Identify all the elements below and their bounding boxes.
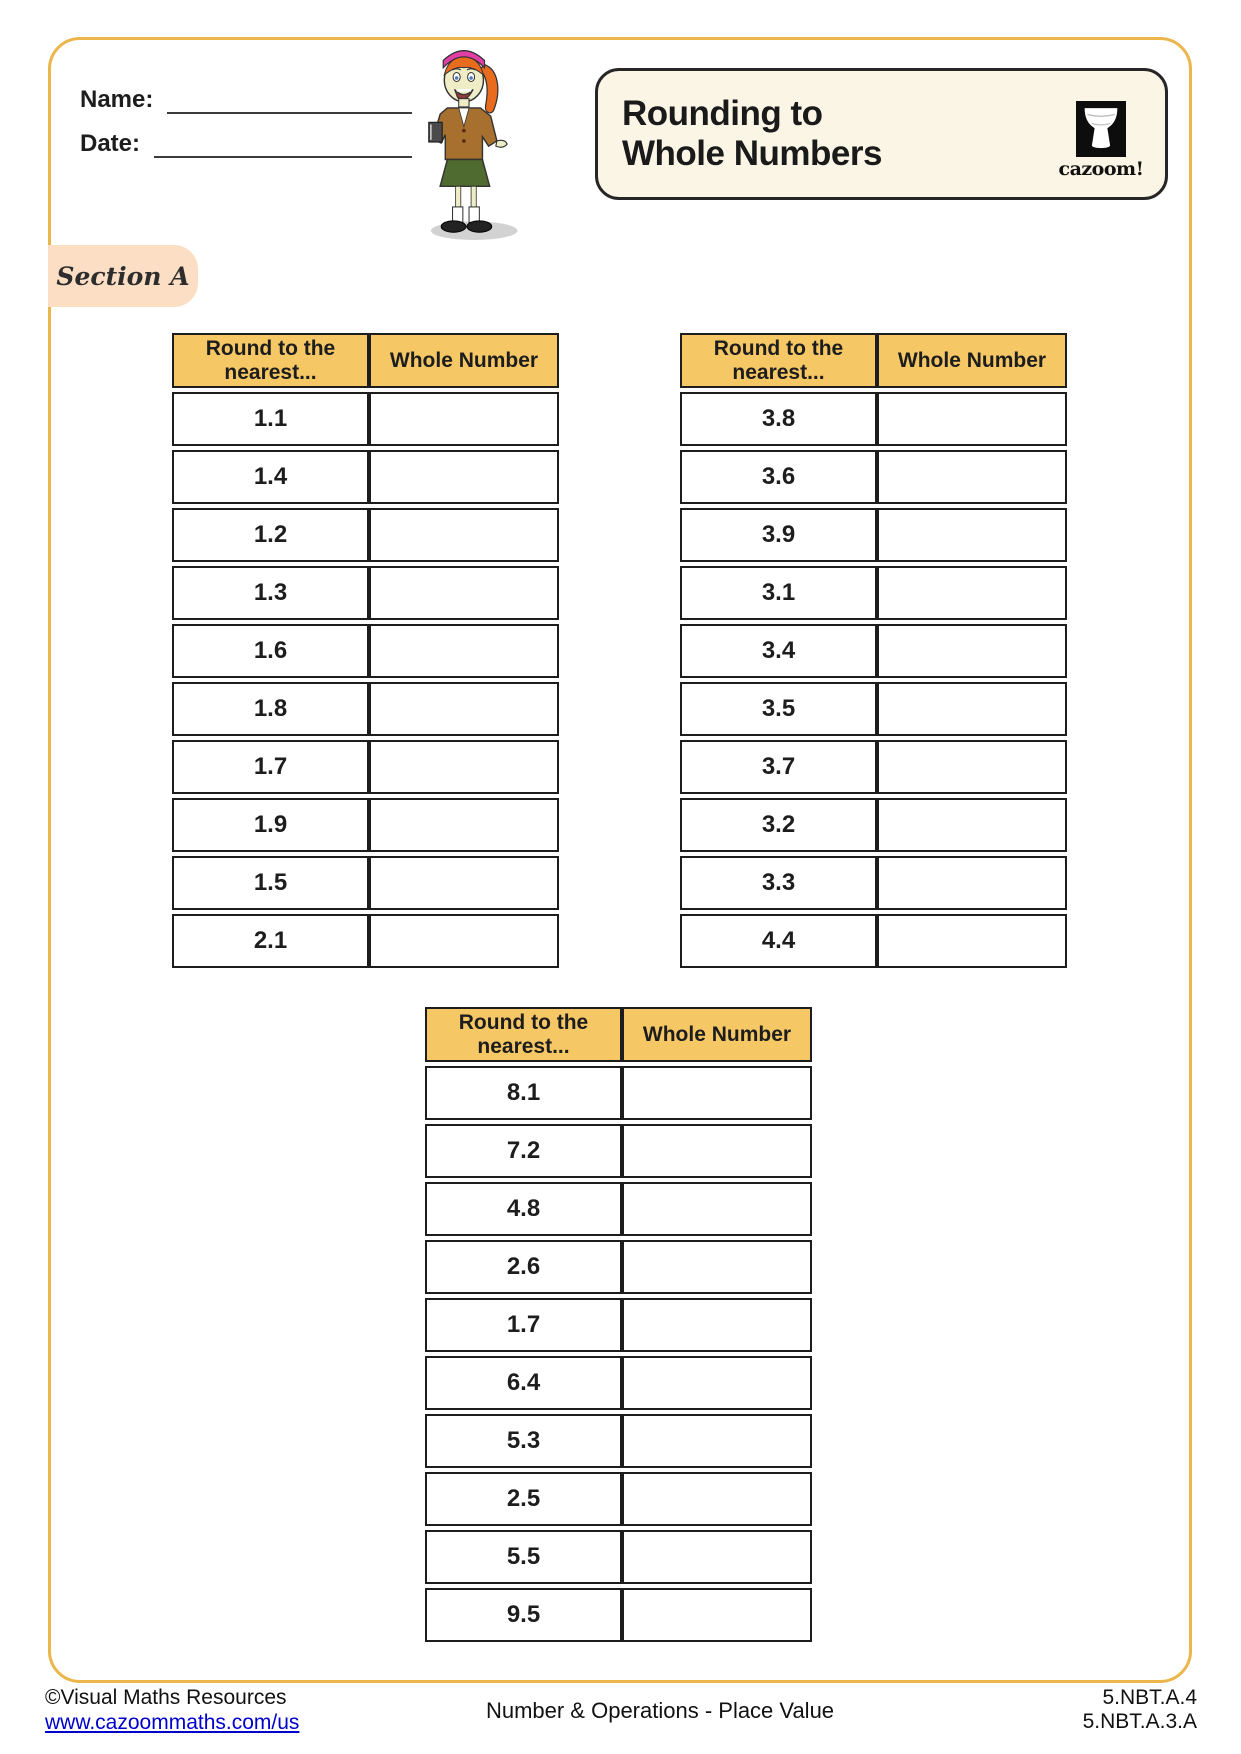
column-header-round: Round to the nearest...	[680, 333, 877, 388]
table-row	[680, 392, 1067, 446]
decimal-value: 1.9	[172, 798, 369, 852]
footer-topic: Number & Operations - Place Value	[485, 1698, 835, 1723]
decimal-value: 3.5	[680, 682, 877, 736]
decimal-value: 1.1	[172, 392, 369, 446]
decimal-value: 4.4	[680, 914, 877, 968]
decimal-value: 3.1	[680, 566, 877, 620]
cazoom-link[interactable]: www.cazoommaths.com/us	[45, 1710, 300, 1734]
table-row	[425, 1472, 812, 1526]
answer-cell[interactable]	[877, 740, 1067, 794]
decimal-value: 2.6	[425, 1240, 622, 1294]
answer-cell[interactable]	[622, 1066, 812, 1120]
table-row	[680, 740, 1067, 794]
answer-cell[interactable]	[369, 682, 559, 736]
decimal-value: 3.9	[680, 508, 877, 562]
decimal-value: 3.7	[680, 740, 877, 794]
table-row	[172, 798, 559, 852]
table-row	[172, 856, 559, 910]
schoolgirl-illustration	[410, 44, 526, 242]
answer-cell[interactable]	[877, 566, 1067, 620]
answer-cell[interactable]	[877, 682, 1067, 736]
date-input-line[interactable]	[154, 130, 412, 158]
answer-cell[interactable]	[622, 1240, 812, 1294]
decimal-value: 1.4	[172, 450, 369, 504]
answer-cell[interactable]	[369, 856, 559, 910]
answer-cell[interactable]	[877, 392, 1067, 446]
answer-cell[interactable]	[369, 566, 559, 620]
answer-cell[interactable]	[369, 392, 559, 446]
decimal-value: 4.8	[425, 1182, 622, 1236]
table-row	[172, 392, 559, 446]
decimal-value: 1.8	[172, 682, 369, 736]
decimal-value: 1.7	[425, 1298, 622, 1352]
worksheet-title-line2: Whole Numbers	[622, 134, 882, 173]
answer-cell[interactable]	[622, 1414, 812, 1468]
answer-cell[interactable]	[369, 508, 559, 562]
decimal-value: 3.8	[680, 392, 877, 446]
table-row	[680, 450, 1067, 504]
drum-icon	[1076, 101, 1126, 157]
table-row	[680, 798, 1067, 852]
decimal-value: 1.6	[172, 624, 369, 678]
table-row	[680, 624, 1067, 678]
table-row	[172, 566, 559, 620]
rounding-table-1	[172, 329, 559, 972]
decimal-value: 1.2	[172, 508, 369, 562]
decimal-value: 2.1	[172, 914, 369, 968]
section-label: Section A	[56, 261, 190, 291]
table-row	[680, 566, 1067, 620]
column-header-round: Round to the nearest...	[425, 1007, 622, 1062]
answer-cell[interactable]	[877, 856, 1067, 910]
name-label: Name:	[80, 86, 154, 113]
table-row	[425, 1240, 812, 1294]
answer-cell[interactable]	[877, 624, 1067, 678]
decimal-value: 3.2	[680, 798, 877, 852]
answer-cell[interactable]	[622, 1182, 812, 1236]
answer-cell[interactable]	[369, 450, 559, 504]
answer-cell[interactable]	[622, 1124, 812, 1178]
answer-cell[interactable]	[622, 1530, 812, 1584]
decimal-value: 6.4	[425, 1356, 622, 1410]
table-row	[425, 1414, 812, 1468]
column-header-whole: Whole Number	[877, 333, 1067, 388]
date-label: Date:	[80, 130, 141, 157]
decimal-value: 3.3	[680, 856, 877, 910]
table-row	[425, 1298, 812, 1352]
answer-cell[interactable]	[622, 1356, 812, 1410]
answer-cell[interactable]	[622, 1472, 812, 1526]
worksheet-title	[622, 94, 882, 175]
table-row	[425, 1182, 812, 1236]
standard-code-2: 5.NBT.A.3.A	[1082, 1709, 1197, 1733]
answer-cell[interactable]	[369, 914, 559, 968]
table-row	[172, 508, 559, 562]
table-row	[425, 1066, 812, 1120]
worksheet-title-line1: Rounding to	[622, 93, 823, 133]
answer-cell[interactable]	[622, 1298, 812, 1352]
footer-left	[45, 1686, 299, 1734]
decimal-value: 8.1	[425, 1066, 622, 1120]
standard-code-1: 5.NBT.A.4	[1102, 1686, 1197, 1709]
logo-text: cazoom!	[1058, 158, 1144, 180]
table-row	[172, 914, 559, 968]
name-row	[80, 86, 412, 114]
date-row	[80, 130, 412, 158]
decimal-value: 7.2	[425, 1124, 622, 1178]
answer-cell[interactable]	[369, 798, 559, 852]
table-row	[425, 1530, 812, 1584]
decimal-value: 1.5	[172, 856, 369, 910]
title-box	[595, 68, 1168, 200]
decimal-value: 1.7	[172, 740, 369, 794]
table-row	[425, 1124, 812, 1178]
column-header-whole: Whole Number	[622, 1007, 812, 1062]
table-row	[172, 740, 559, 794]
name-input-line[interactable]	[167, 86, 412, 114]
column-header-round: Round to the nearest...	[172, 333, 369, 388]
rounding-table-2	[680, 329, 1067, 972]
table-row	[680, 856, 1067, 910]
section-a-tab	[48, 245, 198, 307]
decimal-value: 9.5	[425, 1588, 622, 1642]
decimal-value: 5.3	[425, 1414, 622, 1468]
decimal-value: 5.5	[425, 1530, 622, 1584]
column-header-whole: Whole Number	[369, 333, 559, 388]
copyright-text: ©Visual Maths Resources	[45, 1686, 287, 1709]
answer-cell[interactable]	[369, 740, 559, 794]
decimal-value: 3.6	[680, 450, 877, 504]
answer-cell[interactable]	[622, 1588, 812, 1642]
answer-cell[interactable]	[369, 624, 559, 678]
cazoom-logo	[1055, 101, 1147, 180]
rounding-table-3	[425, 1003, 812, 1646]
answer-cell[interactable]	[877, 450, 1067, 504]
answer-cell[interactable]	[877, 798, 1067, 852]
table-row	[680, 682, 1067, 736]
table-row	[680, 914, 1067, 968]
answer-cell[interactable]	[877, 914, 1067, 968]
footer-standards	[1083, 1686, 1197, 1733]
table-row	[425, 1588, 812, 1642]
answer-cell[interactable]	[877, 508, 1067, 562]
table-row	[172, 624, 559, 678]
decimal-value: 1.3	[172, 566, 369, 620]
decimal-value: 3.4	[680, 624, 877, 678]
table-row	[680, 508, 1067, 562]
decimal-value: 2.5	[425, 1472, 622, 1526]
table-row	[172, 682, 559, 736]
table-row	[172, 450, 559, 504]
table-row	[425, 1356, 812, 1410]
